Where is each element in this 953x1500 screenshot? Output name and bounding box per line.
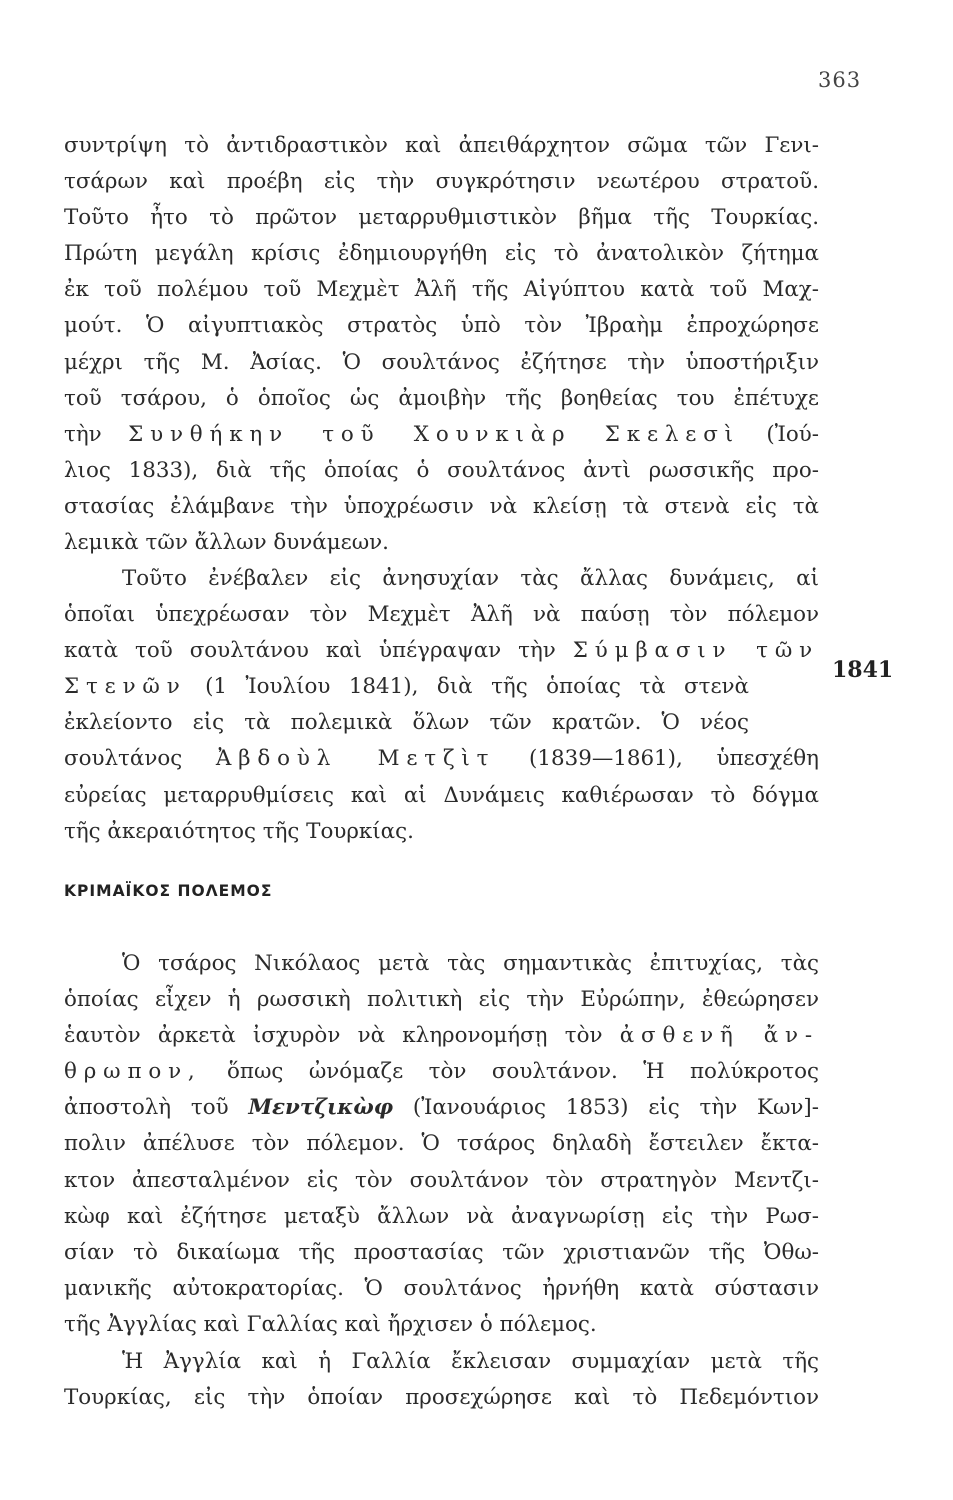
text-line: ὁποίας εἶχεν ἡ ρωσσικὴ πολιτικὴ εἰς τὴν Εὐρώπην, ἐθεώρησεν [64, 987, 819, 1013]
margin-year-note: 1841 [832, 657, 894, 683]
text-line: μούτ. Ὁ αἰγυπτιακὸς στρατὸς ὑπὸ τὸν Ἰβραὴμ ἐπροχώρησε [64, 313, 819, 339]
text-line: κτον ἀπεσταλμένον εἰς τὸν σουλτάνον τὸν στρατηγὸν Μεντζι- [64, 1167, 819, 1193]
spaced-treaty-name: Στενῶν [64, 674, 187, 700]
text-line: τῆς ἀκεραιότητος τῆς Τουρκίας. [64, 818, 414, 844]
text-line: τῆς Ἀγγλίας καὶ Γαλλίας καὶ ἤρχισεν ὁ πόλεμος. [64, 1311, 597, 1337]
text-line: Τοῦτο ἦτο τὸ πρῶτον μεταρρυθμιστικὸν βῆμα τῆς Τουρκίας. [64, 205, 819, 231]
text-line [64, 741, 819, 777]
text-line: μανικῆς αὐτοκρατορίας. Ὁ σουλτάνος ἠρνήθη κατὰ σύστασιν [64, 1275, 819, 1301]
text-line [64, 633, 819, 669]
bold-italic-name: Μεντζικὼφ [248, 1095, 394, 1121]
text-line: Ὁ τσάρος Νικόλαος μετὰ τὰς σημαντικὰς ἐπιτυχίας, τὰς [122, 951, 819, 976]
text-line: Ἡ Ἀγγλία καὶ ἡ Γαλλία ἔκλεισαν συμμαχίαν μετὰ τῆς [122, 1349, 819, 1374]
text-line: ὁποῖαι ὑπεχρέωσαν τὸν Μεχμὲτ Ἀλῆ νὰ παύσῃ τὸν πόλεμον [64, 602, 819, 628]
text-segment: ὅπως ὠνόμαζε τὸν σουλτάνον. Ἡ πολύκροτος [227, 1059, 819, 1085]
text-line: τσάρων καὶ προέβη εἰς τὴν συγκρότησιν νεωτέρου στρατοῦ. [64, 169, 819, 195]
spaced-treaty-name: Σύμβασιν τῶν [572, 638, 819, 664]
text-line: Τοῦτο ἐνέβαλεν εἰς ἀνησυχίαν τὰς ἄλλας δυνάμεις, αἱ [122, 566, 819, 591]
text-segment: κατὰ τοῦ σουλτάνου καὶ ὑπέγραψαν τὴν [64, 638, 556, 664]
text-segment: (1839—1861), ὑπεσχέθη [529, 746, 819, 772]
text-line: εὐρείας μεταρρυθμίσεις καὶ αἱ Δυνάμεις καθιέρωσαν τὸ δόγμα [64, 782, 819, 808]
text-line: συντρίψη τὸ ἀντιδραστικὸν καὶ ἀπειθάρχητον σῶμα τῶν Γενι- [64, 133, 819, 158]
text-segment: τὴν [64, 421, 102, 447]
text-line: λεμικὰ τῶν ἄλλων δυνάμεων. [64, 530, 389, 556]
text-line: λιος 1833), διὰ τῆς ὁποίας ὁ σουλτάνος ἀντὶ ρωσσικῆς προ- [64, 457, 819, 483]
text-line [64, 1054, 819, 1090]
text-line: Πρώτη μεγάλη κρίσις ἐδημιουργήθη εἰς τὸ ἀνατολικὸν ζήτημα [64, 241, 819, 267]
paragraph-3 [64, 946, 819, 1343]
text-line: κὼφ καὶ ἐζήτησε μεταξὺ ἄλλων νὰ ἀναγνωρίσῃ εἰς τὴν Ρωσ- [64, 1203, 819, 1229]
section-heading: ΚΡΙΜΑΪΚΟΣ ΠΟΛΕΜΟΣ [64, 882, 273, 900]
text-line: ἐκλείοντο εἰς τὰ πολεμικὰ ὅλων τῶν κρατῶν. Ὁ νέος [64, 710, 749, 736]
text-segment: (Ἰανουάριος 1853) εἰς τὴν Κων]- [412, 1095, 819, 1121]
text-segment: ἑαυτὸν ἀρκετὰ ἰσχυρὸν νὰ κληρονομήσῃ τὸν [64, 1023, 603, 1049]
text-line: σίαν τὸ δικαίωμα τῆς προστασίας τῶν χριστιανῶν τῆς Ὀθω- [64, 1239, 819, 1265]
text-line [64, 1018, 819, 1054]
text-line: στασίας ἐλάμβανε τὴν ὑποχρέωσιν νὰ κλείσῃ τὰ στενὰ εἰς τὰ [64, 493, 819, 519]
paragraph-1 [64, 128, 819, 561]
spaced-phrase: θρωπον, [64, 1059, 202, 1085]
spaced-treaty-name: Συνθήκην τοῦ Χουνκιὰρ Σκελεσὶ [128, 421, 740, 447]
text-line: τοῦ τσάρου, ὁ ὁποῖος ὡς ἀμοιβὴν τῆς βοηθείας του ἐπέτυχε [64, 385, 819, 411]
text-line [64, 417, 819, 453]
text-segment: ἀποστολὴ τοῦ [64, 1095, 229, 1121]
text-line [64, 669, 819, 705]
page-number: 363 [818, 68, 862, 92]
text-segment: σουλτάνος [64, 746, 183, 772]
text-segment: (Ἰού- [766, 421, 819, 447]
spaced-phrase: ἀσθενῆ ἄν- [619, 1023, 819, 1049]
paragraph-2 [64, 561, 819, 850]
text-line: Τουρκίας, εἰς τὴν ὁποίαν προσεχώρησε καὶ τὸ Πεδεμόντιον [64, 1385, 819, 1411]
text-line [64, 1090, 819, 1126]
text-line: πολιν ἀπέλυσε τὸν πόλεμον. Ὁ τσάρος δηλαδὴ ἔστειλεν ἔκτα- [64, 1131, 819, 1157]
spaced-sultan-name: Ἀβδοὺλ Μετζὶτ [215, 746, 496, 772]
paragraph-4 [64, 1344, 819, 1416]
text-line: ἐκ τοῦ πολέμου τοῦ Μεχμὲτ Ἀλῆ τῆς Αἰγύπτου κατὰ τοῦ Μαχ- [64, 277, 819, 303]
text-line: μέχρι τῆς Μ. Ἀσίας. Ὁ σουλτάνος ἐζήτησε τὴν ὑποστήριξιν [64, 349, 819, 375]
text-segment: (1 Ἰουλίου 1841), διὰ τῆς ὁποίας τὰ στενὰ [205, 674, 749, 700]
